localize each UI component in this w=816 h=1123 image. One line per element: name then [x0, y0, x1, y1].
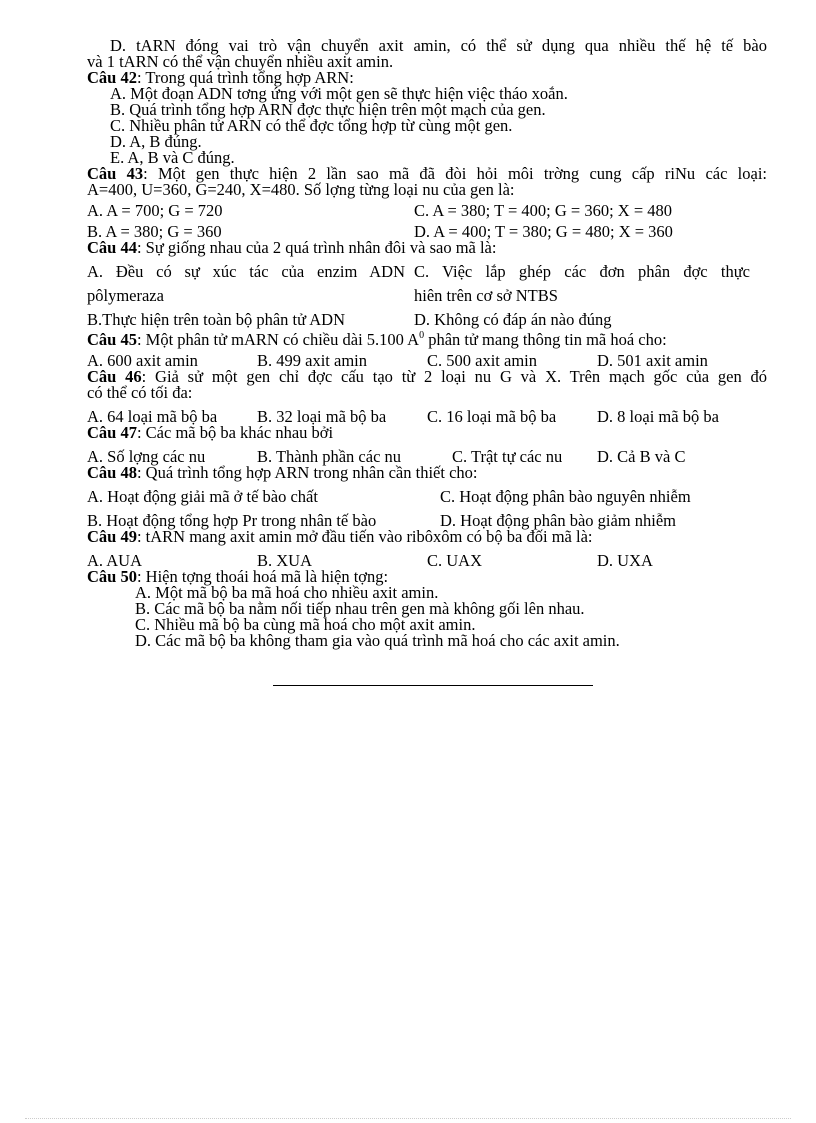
q49-option-d: D. UXA — [597, 551, 653, 570]
q47-option-c: C. Trật tự các nu — [452, 447, 563, 466]
q46-option-c: C. 16 loại mã bộ ba — [427, 407, 557, 426]
q45-option-d: D. 501 axit amin — [597, 351, 708, 370]
q41-option-d-line1: D. tARN đóng vai trò vận chuyển axit amin, có thể sử dụng qua nhiều thế hệ tế bào — [110, 36, 767, 55]
q42-option-a: A. Một đoạn ADN tơng ứng với một gen sẽ thực hiện việc tháo xoắn. — [110, 84, 568, 103]
question-text: : Sự giống nhau của 2 quá trình nhân đôi và sao mã là: — [136, 238, 497, 257]
q48-option-c: C. Hoạt động phân bào nguyên nhiễm — [440, 487, 691, 506]
question-48 — [87, 465, 767, 481]
q50-option-c: C. Nhiều mã bộ ba cùng mã hoá cho một axit amin. — [135, 615, 476, 634]
q49-option-c: C. UAX — [427, 551, 483, 570]
question-number: Câu 50 — [87, 567, 137, 586]
q41-option-d-line2: và 1 tARN có thể vận chuyển nhiều axit amin. — [87, 52, 394, 71]
q47-option-d: D. Cả B và C — [597, 447, 686, 466]
q43-option-a: A. A = 700; G = 720 — [87, 201, 223, 220]
q50-option-b: B. Các mã bộ ba nằm nối tiếp nhau trên gen mà không gối lên nhau. — [135, 599, 585, 618]
question-text-cont: phân tử mang thông tin mã hoá cho: — [424, 330, 667, 349]
superscript: 0 — [419, 330, 425, 341]
q47-option-b: B. Thành phần các nu — [257, 447, 402, 466]
q49-option-a: A. AUA — [87, 551, 143, 570]
q46-option-a: A. 64 loại mã bộ ba — [87, 407, 218, 426]
q46-option-b: B. 32 loại mã bộ ba — [257, 407, 387, 426]
question-number: Câu 44 — [87, 238, 137, 257]
question-text: : Một phân tử mARN có chiều dài 5.100 A — [136, 330, 420, 349]
question-text: : Hiện tợng thoái hoá mã là hiện tợng: — [136, 567, 389, 586]
question-number: Câu 42 — [87, 68, 137, 87]
q48-options-row1 — [87, 489, 767, 505]
q44-option-c-cont: hiên trên cơ sở NTBS — [414, 286, 558, 305]
question-47 — [87, 425, 767, 441]
q42-option-e: E. A, B và C đúng. — [110, 148, 235, 167]
question-number: Câu 46 — [87, 367, 142, 386]
q44-option-d: D. Không có đáp án nào đúng — [414, 310, 612, 329]
q44-option-b: B.Thực hiện trên toàn bộ phân tử ADN — [87, 310, 346, 329]
question-number: Câu 43 — [87, 164, 144, 183]
question-text: : Giả sử một gen chỉ đợc cấu tạo từ 2 loại nu G và X. Trên mạch gốc của gen đó — [141, 367, 767, 386]
q45-option-b: B. 499 axit amin — [257, 351, 367, 370]
question-45 — [87, 328, 767, 348]
q48-option-b: B. Hoạt động tổng hợp Pr trong nhân tế bào — [87, 511, 377, 530]
q42-option-d: D. A, B đúng. — [110, 132, 202, 151]
q44-options-row3 — [87, 312, 767, 328]
q44-option-c: C. Việc lắp ghép các đơn phân đợc thực — [414, 262, 750, 281]
q43-option-c: C. A = 380; T = 400; G = 360; X = 480 — [414, 201, 673, 220]
q43-options-row1 — [87, 203, 767, 219]
q45-option-c: C. 500 axit amin — [427, 351, 537, 370]
q46-option-d: D. 8 loại mã bộ ba — [597, 407, 719, 426]
q44-options-row1 — [87, 264, 767, 280]
q50-option-d: D. Các mã bộ ba không tham gia vào quá trình mã hoá cho các axit amin. — [135, 631, 620, 650]
q49-option-b: B. XUA — [257, 551, 313, 570]
q43-text-line2: A=400, U=360, G=240, X=480. Số lợng từng loại nu của gen là: — [87, 180, 515, 199]
question-text: : Các mã bộ ba khác nhau bởi — [136, 423, 334, 442]
question-text: : tARN mang axit amin mở đầu tiến vào ribôxôm có bộ ba đối mã là: — [136, 527, 593, 546]
q45-option-a: A. 600 axit amin — [87, 351, 198, 370]
q50-option-a: A. Một mã bộ ba mã hoá cho nhiều axit amin. — [135, 583, 439, 602]
question-number: Câu 47 — [87, 423, 137, 442]
question-number: Câu 45 — [87, 330, 137, 349]
document-body — [87, 38, 767, 649]
page-bottom-border — [25, 1118, 791, 1119]
q43-option-b: B. A = 380; G = 360 — [87, 222, 222, 241]
q44-option-a-cont: pôlymeraza — [87, 286, 164, 305]
q47-option-a: A. Số lợng các nu — [87, 447, 206, 466]
end-divider — [273, 685, 593, 686]
question-44 — [87, 240, 767, 256]
q44-option-a: A. Đều có sự xúc tác của enzim ADN — [87, 262, 405, 281]
q46-text-line2: có thể có tối đa: — [87, 383, 193, 402]
q43-option-d: D. A = 400; T = 380; G = 480; X = 360 — [414, 222, 673, 241]
question-text: : Trong quá trình tổng hợp ARN: — [136, 68, 354, 87]
question-text: : Quá trình tổng hợp ARN trong nhân cần thiết cho: — [136, 463, 478, 482]
q48-option-d: D. Hoạt động phân bào giảm nhiễm — [440, 511, 676, 530]
question-49 — [87, 529, 767, 545]
question-number: Câu 49 — [87, 527, 137, 546]
q42-option-c: C. Nhiều phân tử ARN có thể đợc tổng hợp từ cùng một gen. — [110, 116, 513, 135]
question-number: Câu 48 — [87, 463, 137, 482]
question-text: : Một gen thực hiện 2 lần sao mã đã đòi hỏi môi trờng cung cấp riNu các loại: — [143, 164, 767, 183]
q42-option-b: B. Quá trình tổng hợp ARN đợc thực hiện trên một mạch của gen. — [110, 100, 546, 119]
q48-option-a: A. Hoạt động giải mã ở tế bào chất — [87, 487, 318, 506]
q44-options-row2 — [87, 288, 767, 304]
